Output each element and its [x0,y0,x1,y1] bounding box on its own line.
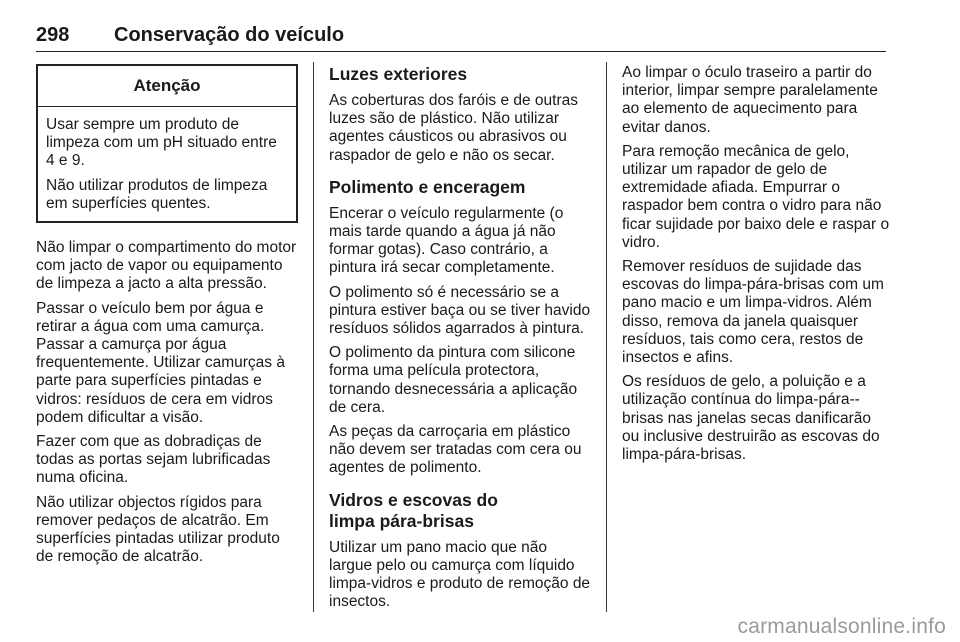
body-paragraph: Fazer com que as dobradiças de todas as portas sejam lubrificadas numa oficina. [36,433,271,487]
column-1 [36,64,298,572]
body-paragraph: Utilizar um pano macio que não largue pelo ou camurça com líquido limpa-vidros e produto de remoção de insectos. [329,538,591,611]
body-paragraph: Encerar o veículo regularmente (o mais tarde quando a água já não formar gotas). Caso contrário, a pintura irá secar completamente. [329,204,564,277]
watermark: carmanualsonline.info [737,615,946,638]
page-header [36,23,886,52]
body-paragraph: Ao limpar o óculo traseiro a partir do interior, limpar sempre paralelamente ao elemento de aquecimento para evitar danos. [622,64,878,136]
body-paragraph: Remover resíduos de sujidade das escovas do limpa-pára-brisas com um pano macio e um limpa-vidros. Além disso, remova da janela quaisquer resíduos, tais como cera, restos de insectos e afins. [622,258,884,367]
section-heading-polishing: Polimento e enceragem [329,176,526,197]
warning-paragraph: Não utilizar produtos de limpeza em superfícies quentes. [46,176,268,212]
page-number: 298 [36,24,70,46]
body-paragraph: As coberturas dos faróis e de outras luzes são de plástico. Não utilizar agentes cáusticos ou abrasivos ou raspador de gelo e não os secar. [329,92,578,164]
heading-line: limpa pára-brisas [329,510,474,531]
body-paragraph: Para remoção mecânica de gelo, utilizar um rapador de gelo de extremidade afiada. Empurrar o raspador bem contra o vidro para não ficar sujidade por baixo dele e raspar o vidro. [622,142,890,251]
body-paragraph: O polimento só é necessário se a pintura estiver baça ou se tiver havido resíduos sólidos agarrados à pintura. [329,283,591,338]
warning-box [36,64,298,223]
body-paragraph: Não utilizar objectos rígidos para remover pedaços de alcatrão. Em superfícies pintadas utilizar produto de remoção de alcatrão. [36,493,280,566]
heading-line: Vidros e escovas do [329,489,498,510]
warning-title: Atenção [38,66,296,107]
column-3 [622,64,890,470]
body-paragraph: As peças da carroçaria em plástico não devem ser tratadas com cera ou agentes de polimento. [329,423,582,477]
body-paragraph: Os resíduos de gelo, a poluição e a utilização contínua do limpa-pára--brisas nas janelas secas danificarão ou inclusive destruirão as escovas do limpa-pára-brisas. [622,373,880,464]
warning-body [38,107,296,221]
section-heading-exterior-lights: Luzes exteriores [329,64,468,84]
chapter-title: Conservação do veículo [114,24,345,46]
body-paragraph: Não limpar o compartimento do motor com jacto de vapor ou equipamento de limpeza a jacto a alta pressão. [36,239,297,293]
column-divider-1 [313,62,314,612]
body-paragraph: Passar o veículo bem por água e retirar a água com uma camurça. Passar a camurça por água frequentemente. Utilizar camurças à parte para superfícies pintadas e vidros: resíduos de cera em vidros podem dificultar a visão. [36,299,285,426]
column-divider-2 [606,62,607,612]
column-2 [329,64,593,617]
body-paragraph: O polimento da pintura com silicone forma uma película protectora, tornando desnecessária a aplicação de cera. [329,344,578,416]
warning-paragraph: Usar sempre um produto de limpeza com um pH situado entre 4 e 9. [46,116,277,170]
section-heading-glass-wipers [329,490,593,532]
